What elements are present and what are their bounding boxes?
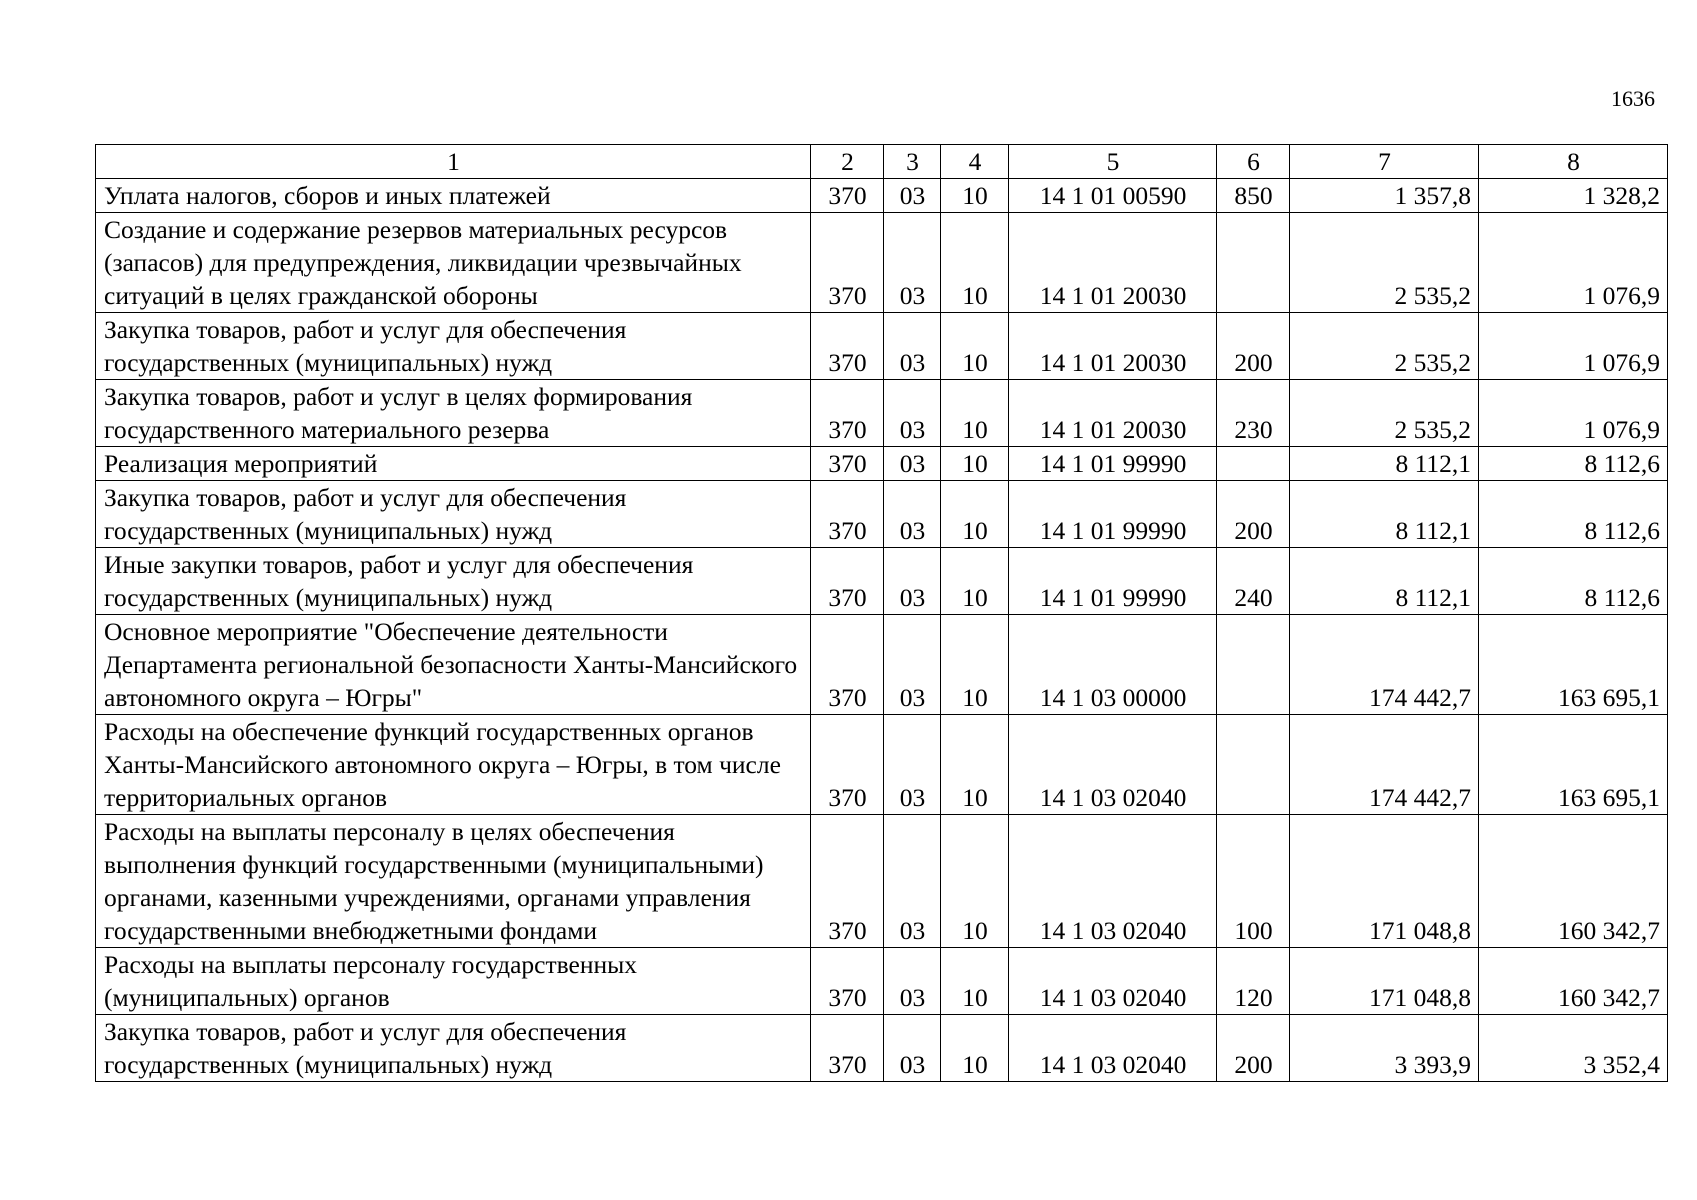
table-row [96, 948, 1668, 1015]
expense-name-cell: Закупка товаров, работ и услуг для обеспечения государственных (муниципальных) нужд [96, 481, 811, 548]
amount-cell-8: 1 076,9 [1479, 380, 1668, 447]
expense-name-cell: Закупка товаров, работ и услуг в целях формирования государственного материального резерва [96, 380, 811, 447]
amount-cell-7: 2 535,2 [1290, 213, 1479, 313]
subsection-code-cell: 10 [941, 179, 1009, 213]
target-article-cell: 14 1 03 00000 [1009, 615, 1217, 715]
subsection-code-cell: 10 [941, 548, 1009, 615]
section-code-cell: 03 [884, 715, 941, 815]
amount-cell-8: 163 695,1 [1479, 715, 1668, 815]
ministry-code-cell: 370 [811, 548, 884, 615]
amount-cell-7: 8 112,1 [1290, 447, 1479, 481]
table-row [96, 548, 1668, 615]
expense-type-cell [1217, 615, 1290, 715]
table-row [96, 815, 1668, 948]
amount-cell-8: 160 342,7 [1479, 948, 1668, 1015]
expense-name-cell: Основное мероприятие "Обеспечение деятельности Департамента региональной безопасности Ханты-Мансийского автономного округа – Югры" [96, 615, 811, 715]
amount-cell-7: 171 048,8 [1290, 815, 1479, 948]
header-cell: 4 [941, 145, 1009, 179]
amount-cell-8: 8 112,6 [1479, 548, 1668, 615]
ministry-code-cell: 370 [811, 815, 884, 948]
expense-type-cell [1217, 715, 1290, 815]
section-code-cell: 03 [884, 179, 941, 213]
expense-type-cell: 120 [1217, 948, 1290, 1015]
table-row [96, 380, 1668, 447]
table-row [96, 447, 1668, 481]
section-code-cell: 03 [884, 548, 941, 615]
subsection-code-cell: 10 [941, 313, 1009, 380]
subsection-code-cell: 10 [941, 615, 1009, 715]
ministry-code-cell: 370 [811, 615, 884, 715]
section-code-cell: 03 [884, 948, 941, 1015]
target-article-cell: 14 1 03 02040 [1009, 715, 1217, 815]
amount-cell-7: 8 112,1 [1290, 548, 1479, 615]
ministry-code-cell: 370 [811, 380, 884, 447]
subsection-code-cell: 10 [941, 1015, 1009, 1082]
target-article-cell: 14 1 03 02040 [1009, 1015, 1217, 1082]
target-article-cell: 14 1 01 00590 [1009, 179, 1217, 213]
header-cell: 5 [1009, 145, 1217, 179]
subsection-code-cell: 10 [941, 447, 1009, 481]
amount-cell-7: 1 357,8 [1290, 179, 1479, 213]
ministry-code-cell: 370 [811, 1015, 884, 1082]
amount-cell-7: 2 535,2 [1290, 313, 1479, 380]
amount-cell-7: 174 442,7 [1290, 715, 1479, 815]
expense-name-cell: Уплата налогов, сборов и иных платежей [96, 179, 811, 213]
amount-cell-7: 8 112,1 [1290, 481, 1479, 548]
amount-cell-8: 160 342,7 [1479, 815, 1668, 948]
header-row [96, 145, 1668, 179]
table-row [96, 1015, 1668, 1082]
budget-table [95, 144, 1668, 1082]
expense-name-cell: Закупка товаров, работ и услуг для обеспечения государственных (муниципальных) нужд [96, 313, 811, 380]
expense-type-cell [1217, 213, 1290, 313]
amount-cell-8: 3 352,4 [1479, 1015, 1668, 1082]
table-row [96, 615, 1668, 715]
amount-cell-7: 3 393,9 [1290, 1015, 1479, 1082]
amount-cell-8: 1 076,9 [1479, 313, 1668, 380]
amount-cell-7: 2 535,2 [1290, 380, 1479, 447]
page-number: 1636 [1611, 86, 1655, 111]
amount-cell-8: 1 328,2 [1479, 179, 1668, 213]
ministry-code-cell: 370 [811, 313, 884, 380]
target-article-cell: 14 1 01 99990 [1009, 548, 1217, 615]
subsection-code-cell: 10 [941, 213, 1009, 313]
ministry-code-cell: 370 [811, 179, 884, 213]
expense-type-cell: 200 [1217, 481, 1290, 548]
expense-name-cell: Расходы на обеспечение функций государственных органов Ханты-Мансийского автономного округа – Югры, в том числе территориальных органов [96, 715, 811, 815]
ministry-code-cell: 370 [811, 481, 884, 548]
table-row [96, 715, 1668, 815]
ministry-code-cell: 370 [811, 715, 884, 815]
table-row [96, 179, 1668, 213]
section-code-cell: 03 [884, 481, 941, 548]
section-code-cell: 03 [884, 447, 941, 481]
expense-type-cell: 100 [1217, 815, 1290, 948]
expense-name-cell: Иные закупки товаров, работ и услуг для обеспечения государственных (муниципальных) нужд [96, 548, 811, 615]
amount-cell-7: 171 048,8 [1290, 948, 1479, 1015]
expense-name-cell: Расходы на выплаты персоналу в целях обеспечения выполнения функций государственными (муниципальными) органами, казенными учреждениями, органами управления государственными внебюджетными фондами [96, 815, 811, 948]
target-article-cell: 14 1 01 99990 [1009, 447, 1217, 481]
target-article-cell: 14 1 03 02040 [1009, 948, 1217, 1015]
target-article-cell: 14 1 03 02040 [1009, 815, 1217, 948]
amount-cell-8: 1 076,9 [1479, 213, 1668, 313]
expense-name-cell: Создание и содержание резервов материальных ресурсов (запасов) для предупреждения, ликвидации чрезвычайных ситуаций в целях гражданской обороны [96, 213, 811, 313]
ministry-code-cell: 370 [811, 213, 884, 313]
table-row [96, 313, 1668, 380]
table-row [96, 481, 1668, 548]
expense-type-cell: 240 [1217, 548, 1290, 615]
header-cell: 2 [811, 145, 884, 179]
header-cell: 3 [884, 145, 941, 179]
section-code-cell: 03 [884, 615, 941, 715]
subsection-code-cell: 10 [941, 948, 1009, 1015]
header-cell: 6 [1217, 145, 1290, 179]
subsection-code-cell: 10 [941, 715, 1009, 815]
target-article-cell: 14 1 01 20030 [1009, 380, 1217, 447]
ministry-code-cell: 370 [811, 948, 884, 1015]
header-cell: 8 [1479, 145, 1668, 179]
section-code-cell: 03 [884, 1015, 941, 1082]
target-article-cell: 14 1 01 99990 [1009, 481, 1217, 548]
expense-type-cell: 200 [1217, 1015, 1290, 1082]
expense-type-cell: 230 [1217, 380, 1290, 447]
expense-name-cell: Закупка товаров, работ и услуг для обеспечения государственных (муниципальных) нужд [96, 1015, 811, 1082]
section-code-cell: 03 [884, 213, 941, 313]
expense-type-cell [1217, 447, 1290, 481]
target-article-cell: 14 1 01 20030 [1009, 313, 1217, 380]
header-cell: 7 [1290, 145, 1479, 179]
section-code-cell: 03 [884, 380, 941, 447]
section-code-cell: 03 [884, 313, 941, 380]
amount-cell-7: 174 442,7 [1290, 615, 1479, 715]
header-cell: 1 [96, 145, 811, 179]
section-code-cell: 03 [884, 815, 941, 948]
amount-cell-8: 8 112,6 [1479, 447, 1668, 481]
amount-cell-8: 8 112,6 [1479, 481, 1668, 548]
ministry-code-cell: 370 [811, 447, 884, 481]
expense-name-cell: Расходы на выплаты персоналу государственных (муниципальных) органов [96, 948, 811, 1015]
table-row [96, 213, 1668, 313]
subsection-code-cell: 10 [941, 815, 1009, 948]
expense-type-cell: 850 [1217, 179, 1290, 213]
amount-cell-8: 163 695,1 [1479, 615, 1668, 715]
target-article-cell: 14 1 01 20030 [1009, 213, 1217, 313]
expense-type-cell: 200 [1217, 313, 1290, 380]
subsection-code-cell: 10 [941, 380, 1009, 447]
subsection-code-cell: 10 [941, 481, 1009, 548]
expense-name-cell: Реализация мероприятий [96, 447, 811, 481]
